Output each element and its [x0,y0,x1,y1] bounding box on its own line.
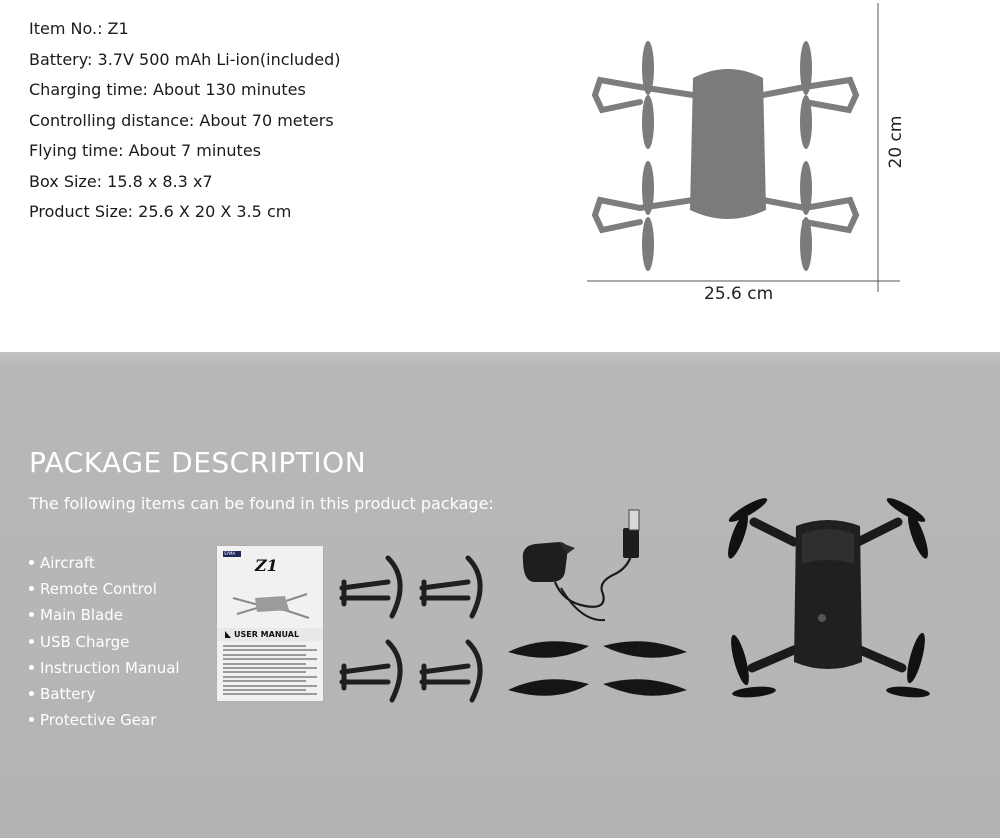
spec-box-size: Box Size: 15.8 x 8.3 x7 [29,171,213,191]
package-item-remote-control [29,576,180,602]
package-item-label: Protective Gear [40,711,157,730]
protective-gear-image [338,550,498,710]
package-item-instruction-manual [29,655,180,681]
battery-usb-charger-image [515,502,665,632]
spec-flying-time: Flying time: About 7 minutes [29,141,261,160]
package-item-label: Battery [40,684,96,703]
package-item-label: USB Charge [40,632,130,651]
package-item-label: Remote Control [40,580,157,599]
spec-battery: Battery: 3.7V 500 mAh Li-ion(included) [29,49,341,69]
package-item-battery [29,681,180,707]
manual-drone-icon [225,580,315,624]
manual-model-text: Z1 [255,556,278,575]
manual-text-lines [223,645,317,698]
package-section [0,352,1000,838]
bullet-icon [29,639,34,644]
bullet-icon [29,560,34,565]
bullet-icon [29,717,34,722]
package-title: PACKAGE DESCRIPTION [29,446,367,479]
package-item-protective-gear [29,707,180,733]
manual-title-icon [225,631,231,638]
package-item-usb-charge [29,629,180,655]
spec-item-no: Item No.: Z1 [29,19,129,38]
spec-charging-time: Charging time: About 130 minutes [29,80,306,99]
specs-section [0,0,1000,352]
height-dimension-text: 20 cm [886,115,906,169]
spec-controlling-distance: Controlling distance: About 70 meters [29,110,334,130]
bullet-icon [29,665,34,670]
spec-product-size: Product Size: 25.6 X 20 X 3.5 cm [29,202,292,221]
instruction-manual-image [217,546,323,701]
package-item-label: Instruction Manual [40,658,180,677]
main-blade-image [505,632,690,708]
bullet-icon [29,691,34,696]
package-item-aircraft [29,550,180,576]
manual-brand-text: SYMA [224,551,236,556]
manual-title-text: USER MANUAL [234,630,300,639]
package-subtitle: The following items can be found in this product package: [29,494,494,513]
package-item-label: Main Blade [40,606,123,625]
width-dimension-label: 25.6 cm [704,284,774,304]
drone-silhouette-diagram [580,0,910,310]
specs-list [29,14,341,228]
height-dimension-label [880,112,912,172]
aircraft-image [712,492,952,712]
package-item-label: Aircraft [40,554,95,572]
package-items-list [29,550,180,733]
package-item-main-blade [29,602,180,628]
bullet-icon [29,612,34,617]
bullet-icon [29,586,34,591]
